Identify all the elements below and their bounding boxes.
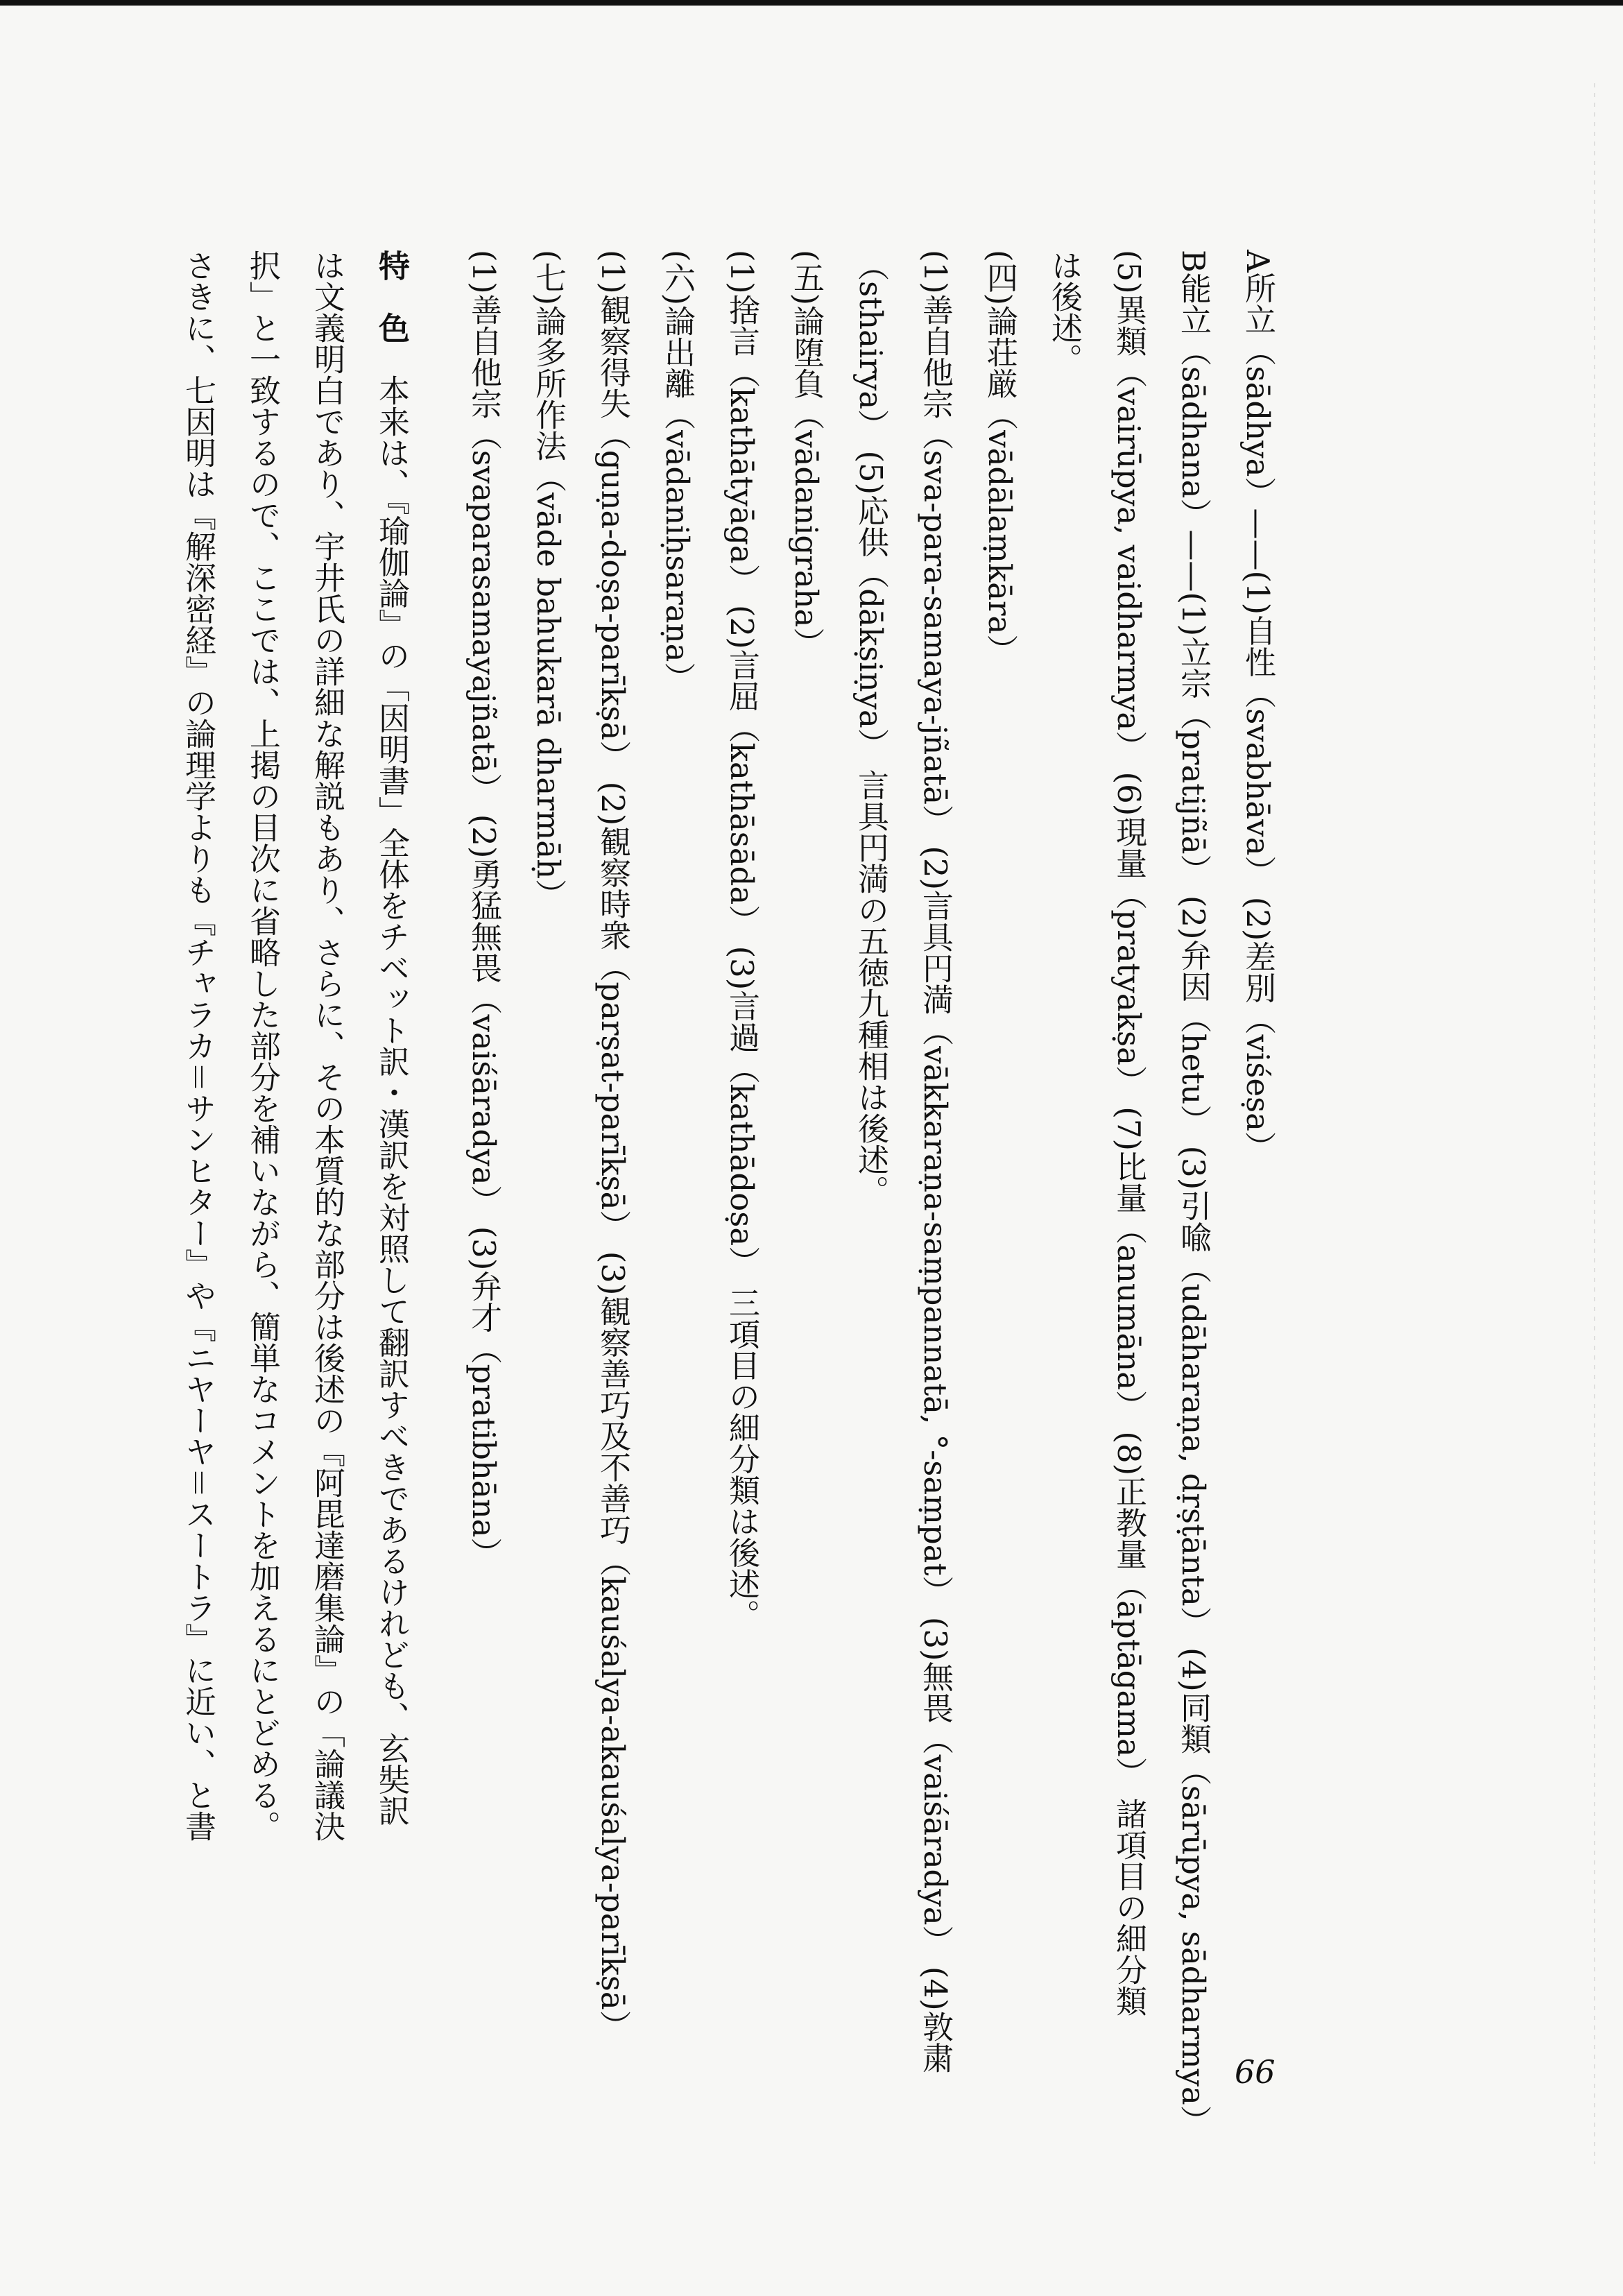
text-line-13: (1)善自他宗（svaparasamayajñatā） (2)勇猛無畏（vaiśāradya） (3)弁才（pratibhāna） (465, 250, 502, 1569)
text-line-11: (1)観察得失（guṇa-doṣa-parīkṣā） (2)観察時衆（parṣat-parīkṣā） (3)観察善巧及不善巧（kauśalya-akauśalya-parīkṣā） (594, 250, 631, 2041)
section-heading-label: 特 色 (373, 250, 410, 343)
text-line-15: は文義明白であり、宇井氏の詳細な解説もあり、さらに、その本質的な部分は後述の『阿毘達磨集論』の「論議決 (309, 250, 345, 1842)
text-line-17: さきに、七因明は『解深密経』の論理学よりも『チャラカ＝サンヒター』や『ニヤーヤ＝スートラ』に近い、と書 (180, 250, 216, 1842)
scan-edge (1594, 83, 1595, 2164)
text-line-5: (四)論荘厳（vādālaṃkāra） (981, 250, 1018, 666)
section-gap (424, 250, 452, 1880)
top-border (0, 0, 1623, 6)
text-line-12: (七)論多所作法（vāde bahukarā dharmāḥ） (530, 250, 567, 911)
text-line-7: （sthairya） (5)応供（dākṣiṇya） 言具円満の五徳九種相は後述。 (852, 250, 889, 1207)
page-number: 66 (1235, 2053, 1276, 2091)
text-line-14: 特 色 本来は、『瑜伽論』の「因明書」全体をチベット訳・漢訳を対照して翻訳すべきであるけれども、玄奘訳 (373, 250, 410, 1826)
text-line-16: 択」と一致するので、ここでは、上掲の目次に省略した部分を補いながら、簡単なコメントを加えるにとどめる。 (244, 250, 281, 1842)
text-line-3: (5)異類（vairūpya, vaidharmya） (6)現量（pratyakṣa） (7)比量（anumāna） (8)正教量（āptāgama） 諸項目の細分類 (1110, 250, 1147, 2017)
text-line-9: (1)捨言（kathātyāga） (2)言屈（kathāsāda） (3)言過（kathādoṣa） 三項目の細分類は後述。 (723, 250, 760, 1631)
text-line-8: (五)論堕負（vādanigraha） (788, 250, 825, 659)
text-line-6: (1)善自他宗（sva-para-samaya-jñatā） (2)言具円満（vākkaraṇa-saṃpannatā, °-saṃpat） (3)無畏（vaiśāradya） (4)敦粛 (917, 250, 954, 2073)
text-line-10: (六)論出離（vādaniḥsaraṇa） (659, 250, 696, 694)
text-line-1: A所立（sādhya）——(1)自性（svabhāva） (2)差別（viśeṣa） (1239, 250, 1276, 1163)
text-line-2: B能立（sādhana）——(1)立宗（pratijñā） (2)弁因（hetu） (3)引喩（udāharaṇa, dṛṣṭānta） (4)同類（sārūpya, sādharmya） (1175, 250, 1212, 2136)
text-line-4: は後述。 (1046, 250, 1083, 375)
